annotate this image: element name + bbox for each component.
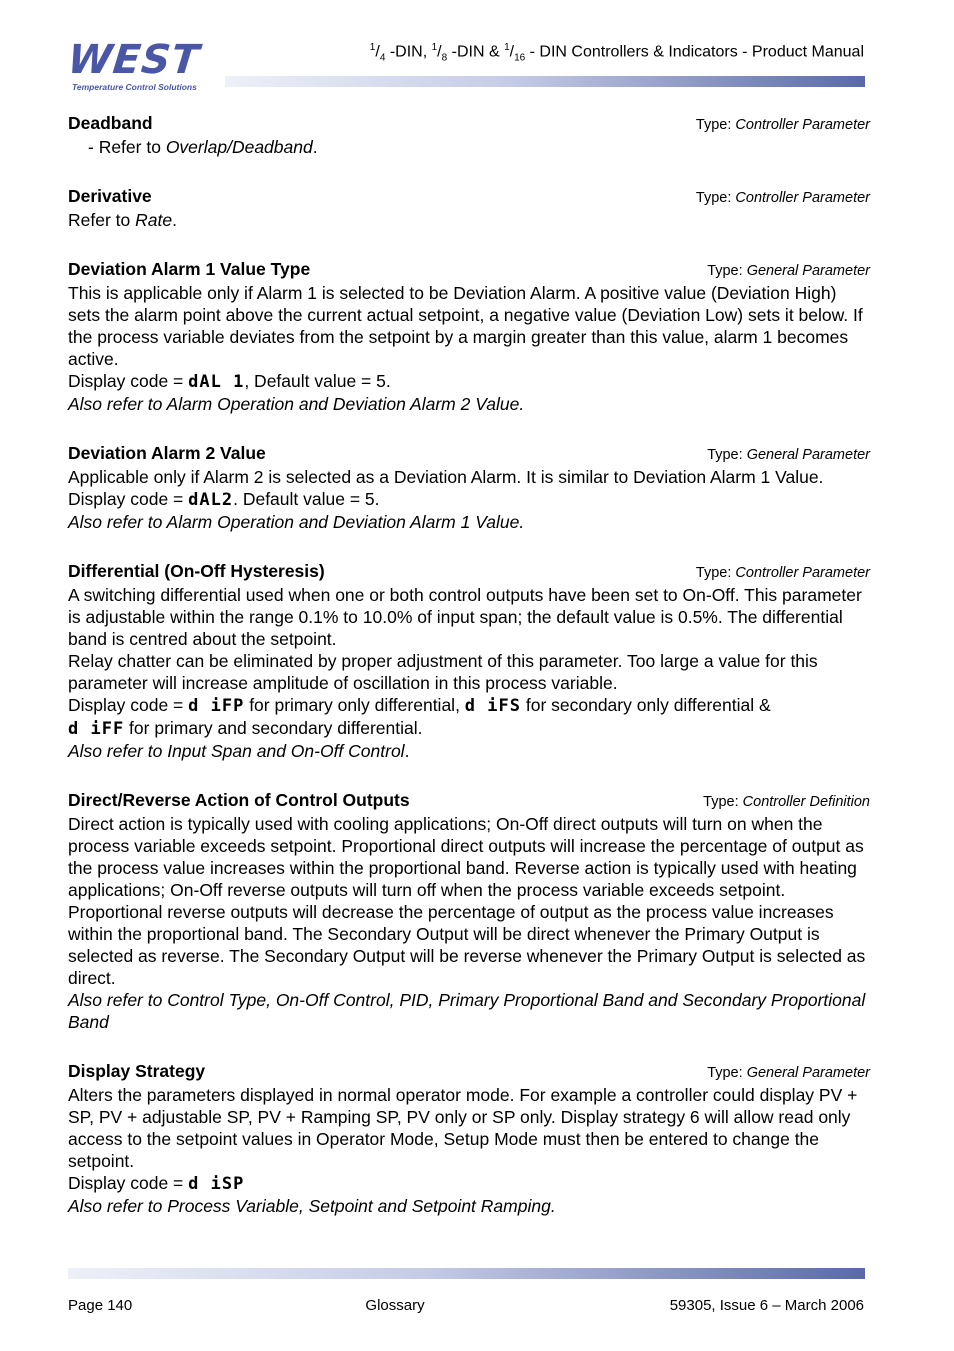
also-refer: Also refer to Alarm Operation and Deviation Alarm 1 Value. <box>68 512 525 532</box>
entry-title: Differential (On-Off Hysteresis) <box>68 561 325 581</box>
header-gradient-bar <box>225 76 865 87</box>
ref-link: Rate <box>135 210 173 230</box>
entry-body <box>68 136 870 158</box>
entry-title: Direct/Reverse Action of Control Outputs <box>68 790 410 810</box>
also-pre: Also refer to Input Span and On-Off Control <box>68 741 405 761</box>
type-value: General Parameter <box>746 1065 870 1081</box>
entry-body: A switching differential used when one or both control outputs have been set to On-Off. This parameter is adjustable within the range 0.1% to 10.0% of input span; the default value is 0.5%. The differential band is centred about the setpoint. <box>68 585 862 649</box>
title-part3: - DIN Controllers & Indicators - Product Manual <box>525 43 864 61</box>
footer-gradient-bar <box>68 1268 865 1279</box>
type-label: Type: <box>695 117 736 133</box>
entry-direct-reverse <box>68 789 870 1033</box>
type-value: General Parameter <box>746 263 870 279</box>
title-frac3-num: 1 <box>504 42 510 53</box>
section-name: Glossary <box>365 1297 425 1314</box>
display-code: d iFS <box>464 696 521 716</box>
display-code-line <box>68 694 870 717</box>
entry-differential <box>68 560 870 762</box>
entry-type <box>696 562 870 584</box>
type-label: Type: <box>695 565 736 581</box>
west-logo <box>65 37 228 92</box>
ref-link: Overlap/Deadband <box>165 137 313 157</box>
entry-type <box>707 444 870 466</box>
type-label: Type: <box>707 263 747 279</box>
entry-body: This is applicable only if Alarm 1 is selected to be Deviation Alarm. A positive value (Deviation High) sets the alarm point above the current actual setpoint, a negative value (Deviation Low) sets it below. If the process variable deviates from the setpoint by a margin greater than this value, alarm 1 becomes active. <box>68 283 863 369</box>
type-label: Type: <box>707 1065 747 1081</box>
also-refer: Also refer to Alarm Operation and Deviation Alarm 2 Value. <box>68 394 525 414</box>
entry-type <box>707 260 870 282</box>
also-post: . <box>404 741 410 761</box>
display-code-line <box>68 1172 870 1195</box>
code-pre: Display code = <box>68 371 189 391</box>
entry-body: Alters the parameters displayed in normal operator mode. For example a controller could display PV + SP, PV + adjustable SP, PV + Ramping SP, PV only or SP only. Display strategy 6 will allow read only access to the setpoint values in Operator Mode, Setup Mode must then be entered to change the setpoint. <box>68 1085 858 1171</box>
entry-deviation-alarm-2 <box>68 442 870 533</box>
manual-title: $^1/_4$ -DIN, $^1/_8$ -DIN & $^1/_{16}$ - DIN Controllers & Indicators - Product Manual <box>369 42 864 64</box>
entry-body: Direct action is typically used with cooling applications; On-Off direct outputs will turn on when the process variable exceeds setpoint. Proportional direct outputs will increase the percentage of output as the process value increases within the proportional band. Reverse action is typically used with heating applications; On-Off reverse outputs will turn off when the process variable exceeds setpoint. Proportional reverse outputs will decrease the percentage of output as the process value increases within the proportional band. The Secondary Output will be direct whenever the Primary Output is selected as reverse. The Secondary Output will be reverse whenever the Primary Output is selected as direct. <box>68 814 866 988</box>
display-code: d iSP <box>188 1174 245 1194</box>
title-frac2-num: 1 <box>431 42 438 53</box>
title-frac3-den: 16 <box>514 52 526 64</box>
ref-pre: - Refer to <box>88 137 166 157</box>
title-part2: -DIN & <box>447 43 505 61</box>
ref-post: . <box>172 210 177 230</box>
code-pre: Display code = <box>68 489 189 509</box>
glossary-content <box>68 112 870 1244</box>
title-frac1-num: 1 <box>369 42 376 53</box>
entry-body <box>68 209 870 231</box>
entry-type <box>696 187 870 209</box>
entry-deviation-alarm-1 <box>68 258 870 415</box>
entry-deadband <box>68 112 870 158</box>
type-value: Controller Definition <box>742 794 870 810</box>
also-refer <box>68 740 870 762</box>
type-label: Type: <box>695 190 736 206</box>
type-value: Controller Parameter <box>735 117 870 133</box>
type-value: Controller Parameter <box>735 565 870 581</box>
code-pre: Display code = <box>68 1173 189 1193</box>
title-frac2-den: 8 <box>441 52 448 64</box>
type-value: Controller Parameter <box>735 190 870 206</box>
type-label: Type: <box>703 794 743 810</box>
entry-type <box>707 1062 870 1084</box>
entry-title: Deadband <box>68 113 153 133</box>
entry-body-2: Relay chatter can be eliminated by proper adjustment of this parameter. Too large a value for this parameter will increase amplitude of oscillation in this process variable. <box>68 651 818 693</box>
type-label: Type: <box>707 447 747 463</box>
logo-wordmark: WEST <box>65 37 202 83</box>
entry-body: Applicable only if Alarm 2 is selected as a Deviation Alarm. It is similar to Deviation Alarm 1 Value. <box>68 467 824 487</box>
code-post: , Default value = 5. <box>244 371 391 391</box>
code-post: for secondary only differential & <box>520 695 771 715</box>
entry-type <box>696 114 870 136</box>
logo-tagline: Temperature Control Solutions <box>72 82 197 92</box>
type-value: General Parameter <box>746 447 870 463</box>
display-code: d iFP <box>188 696 245 716</box>
also-refer: Also refer to Process Variable, Setpoint and Setpoint Ramping. <box>68 1196 556 1216</box>
entry-title: Derivative <box>68 186 152 206</box>
entry-display-strategy <box>68 1060 870 1217</box>
entry-title: Deviation Alarm 1 Value Type <box>68 259 311 279</box>
code-post: for primary only differential, <box>244 695 465 715</box>
code-pre: Display code = <box>68 695 189 715</box>
display-code: dAL2 <box>188 490 234 510</box>
entry-title: Display Strategy <box>68 1061 206 1081</box>
title-part1: -DIN, <box>385 43 432 61</box>
entry-type <box>703 791 870 813</box>
display-code: d iFF <box>68 719 125 739</box>
page-number: Page 140 <box>68 1297 133 1314</box>
document-id: 59305, Issue 6 – March 2006 <box>669 1297 864 1314</box>
code-post: for primary and secondary differential. <box>124 718 423 738</box>
display-code-line <box>68 717 870 740</box>
entry-derivative <box>68 185 870 231</box>
display-code-line <box>68 370 870 393</box>
title-frac1-den: 4 <box>379 52 386 64</box>
display-code: dAL 1 <box>188 372 245 392</box>
display-code-line <box>68 488 870 511</box>
entry-title: Deviation Alarm 2 Value <box>68 443 266 463</box>
ref-pre: Refer to <box>68 210 136 230</box>
also-refer: Also refer to Control Type, On-Off Control, PID, Primary Proportional Band and Secondary Proportional Band <box>68 990 866 1032</box>
code-post: . Default value = 5. <box>233 489 380 509</box>
ref-post: . <box>312 137 318 157</box>
